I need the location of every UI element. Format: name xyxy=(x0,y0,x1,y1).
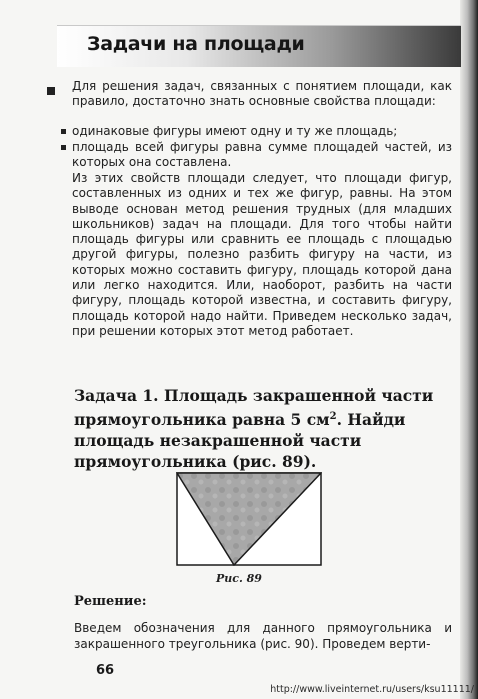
page-number: 66 xyxy=(96,663,115,678)
property-bullet-1: одинаковые фигуры имеют одну и ту же площадь; xyxy=(72,124,398,138)
source-watermark: http://www.liveinternet.ru/users/ksu11111/ xyxy=(270,684,474,695)
problem-text-after: . Найди площадь незакрашенной части прямоугольника (рис. 89). xyxy=(74,410,406,472)
figure-caption: Рис. 89 xyxy=(216,572,262,585)
property-bullet-2: площадь всей фигуры равна сумме площадей частей, из которых она составлена. xyxy=(72,140,452,170)
solution-heading: Решение: xyxy=(74,594,147,609)
bullet-marker-2 xyxy=(61,145,66,150)
rectangle-figure xyxy=(176,472,322,566)
section-title: Задачи на площади xyxy=(87,33,305,55)
bullet-marker-1 xyxy=(61,129,66,134)
page-binding-edge xyxy=(460,0,478,699)
solution-text: Введем обозначения для данного прямоугольника и закрашенного треугольника (рис. 90). Проведем верти- xyxy=(74,621,452,651)
section-header xyxy=(57,25,461,67)
problem-superscript: 2 xyxy=(329,411,337,422)
method-description: Из этих свойств площади следует, что площади фигур, составленных из одних и тех же фигур, равны. На этом выводе основан метод решения трудных (для младших школьников) задач на площади. Для того чтобы найти площадь фигуры или сравнить ее площадь с площадью другой фигуры, полезно разбить фигуру на части, из которых можно составить фигуру, площадь которой дана или легко находится. Или, наоборот, разбить на части фигуру, площадь которой известна, и составить фигуру, площадь которой надо найти. Приведем несколько задач, при решении которых этот метод работает. xyxy=(72,171,452,338)
intro-paragraph: Для решения задач, связанных с понятием площади, как правило, достаточно знать основные свойства площади: xyxy=(72,79,452,109)
main-bullet-marker xyxy=(47,87,55,95)
problem-statement xyxy=(74,385,452,472)
problem-label: Задача 1. xyxy=(74,386,159,405)
problem-text-before: Площадь закрашенной части прямоугольника равна 5 см xyxy=(74,386,434,430)
